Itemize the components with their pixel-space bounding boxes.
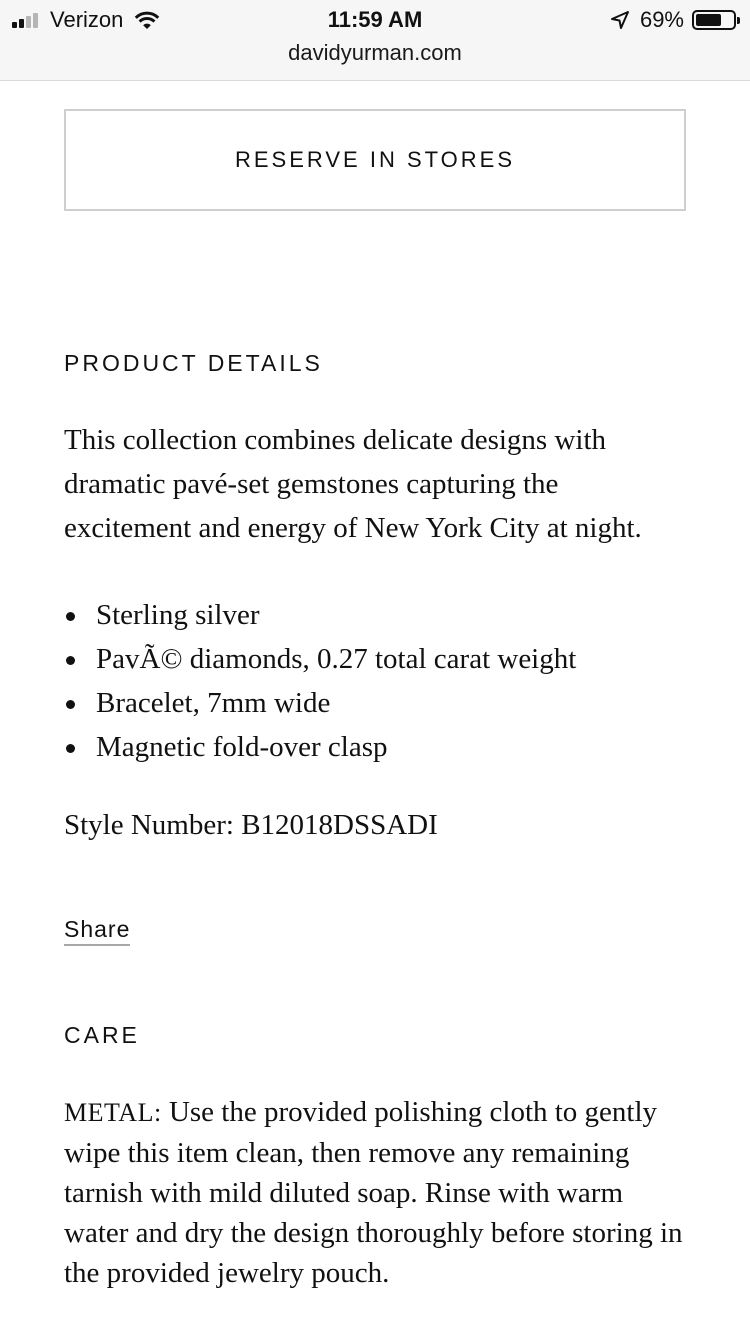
feature-item: PavÃ© diamonds, 0.27 total carat weight	[64, 637, 686, 681]
product-description: This collection combines delicate designs with dramatic pavé-set gemstones capturing the excitement and energy of New York City at night.	[64, 424, 642, 544]
battery-percent: 69%	[639, 7, 684, 32]
care-metal-label: METAL:	[64, 1098, 162, 1127]
care-heading: CARE	[64, 1022, 140, 1048]
location-arrow-icon	[610, 10, 630, 30]
product-features-list	[64, 593, 686, 769]
status-time: 11:59 AM	[327, 7, 423, 32]
product-details-heading: PRODUCT DETAILS	[64, 350, 323, 376]
status-right	[610, 5, 736, 35]
care-metal-paragraph	[64, 1092, 686, 1293]
battery-icon	[692, 10, 736, 30]
reserve-in-stores-button[interactable]: RESERVE IN STORES	[64, 109, 686, 211]
battery-fill	[696, 14, 721, 26]
care-metal-text: Use the provided polishing cloth to gently wipe this item clean, then remove any remaining tarnish with mild diluted soap. Rinse with warm water and dry the design thoroughly before storing in the provided jewelry pouch.	[64, 1096, 683, 1289]
style-number: Style Number: B12018DSSADI	[64, 809, 438, 841]
browser-status-bar	[0, 0, 750, 81]
feature-item: Sterling silver	[64, 593, 686, 637]
feature-item: Bracelet, 7mm wide	[64, 681, 686, 725]
share-link[interactable]: Share	[64, 915, 130, 946]
url-bar[interactable]: davidyurman.com	[288, 40, 462, 65]
carrier-name: Verizon	[50, 7, 124, 32]
battery-nub	[737, 17, 740, 24]
feature-item: Magnetic fold-over clasp	[64, 725, 686, 769]
